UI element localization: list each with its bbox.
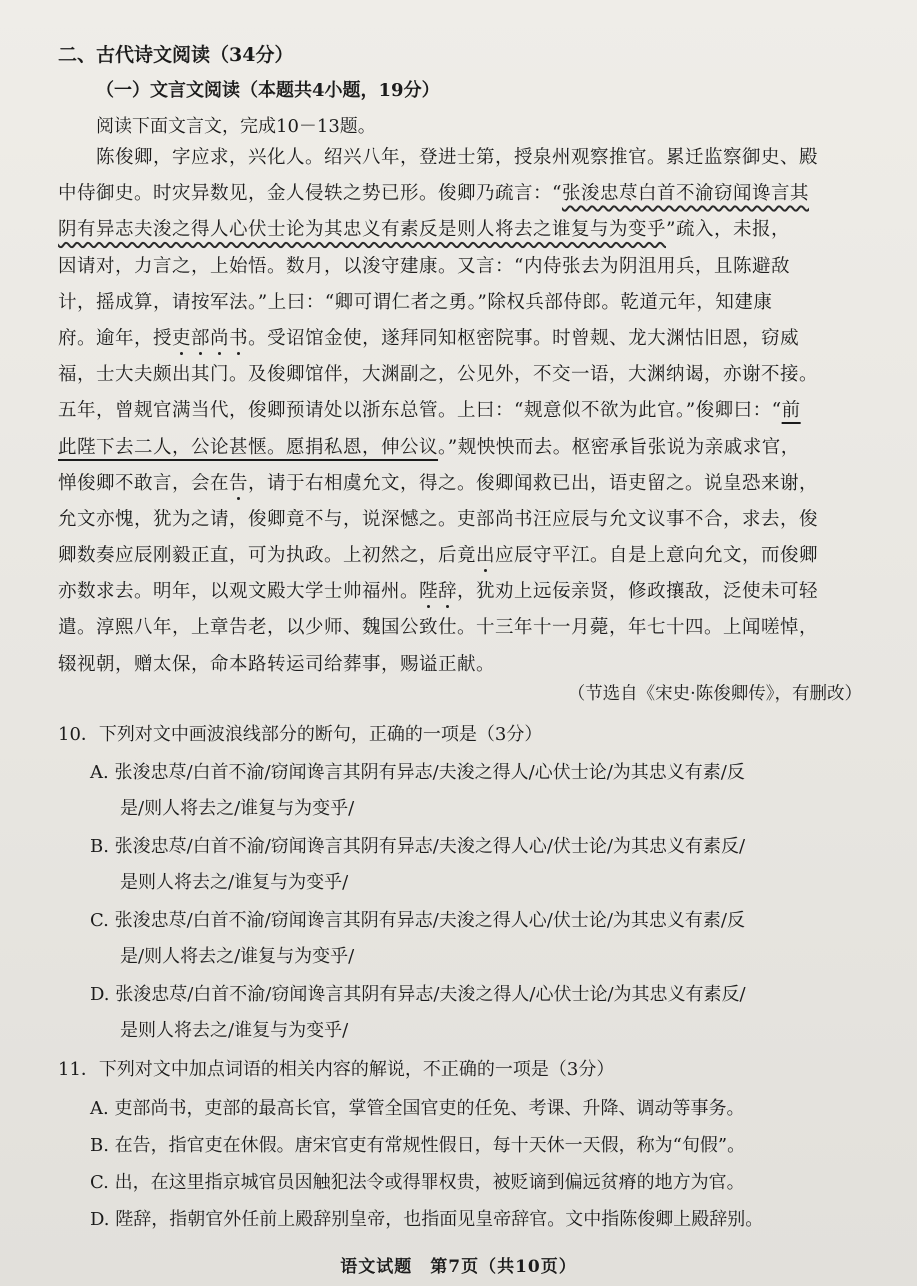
passage-line bbox=[58, 647, 858, 683]
instruction: 阅读下面文言文，完成10－13题。 bbox=[96, 116, 376, 137]
passage-text: 应辰守平江。自是上意向允文，而俊卿 bbox=[495, 545, 819, 567]
passage-text: 辍视朝，赠太保，命本路转运司给葬事，赐谥正献。 bbox=[58, 653, 496, 675]
passage-line bbox=[58, 176, 858, 212]
passage-text: ”疏入，未报， bbox=[666, 219, 790, 241]
dotted-term-libu-shangshu: 吏部尚书 bbox=[172, 327, 249, 349]
passage-text: 陈俊卿，字应求，兴化人。绍兴八年，登进士第，授泉州观察推官。累迁监察御史、殿 bbox=[96, 147, 819, 168]
passage-line bbox=[58, 285, 858, 321]
passage-text: 计，摇成算，请按军法。”上曰：“卿可谓仁者之勇。”除权兵部侍郎。乾道元年，知建康 bbox=[58, 291, 773, 313]
passage-line bbox=[58, 430, 858, 466]
passage-line bbox=[58, 466, 858, 502]
passage-text: ，请于右相虞允文，得之。俊卿闻救已出，语吏留之。说皇恐来谢， bbox=[248, 472, 819, 494]
passage-line bbox=[58, 357, 858, 393]
q10-option-d-line1[interactable]: D. 张浚忠荩/白首不渝/窃闻谗言其阴有异志/夫浚之得人/心伏士论/为其忠义有素反/ bbox=[90, 984, 746, 1005]
passage-text: 。”觌怏怏而去。枢密承旨张说为亲戚求官， bbox=[438, 436, 800, 458]
passage-line bbox=[58, 538, 858, 574]
straight-underline-text: 前 bbox=[781, 400, 801, 422]
passage-line bbox=[58, 321, 858, 357]
bleed-through-shadow bbox=[600, 30, 880, 90]
q10-option-d-line2: 是则人将去之/谁复与为变乎/ bbox=[120, 1020, 349, 1041]
dotted-term-gao: 告 bbox=[229, 472, 249, 494]
passage-text: 遣。淳熙八年，上章告老，以少师、魏国公致仕。十三年十一月薨，年七十四。上闻嗟悼， bbox=[58, 617, 819, 639]
page-footer: 语文试题 第7页（共10页） bbox=[340, 1257, 577, 1277]
passage-source: （节选自《宋史·陈俊卿传》，有删改） bbox=[567, 684, 862, 704]
wavy-underline-text: 阴有异志夫浚之得人心伏士论为其忠义有素反是则人将去之谁复与为变乎 bbox=[58, 219, 667, 241]
dotted-term-chu: 出 bbox=[476, 545, 496, 567]
passage-text: 府。逾年，授 bbox=[58, 327, 173, 349]
q10-option-b-line2: 是则人将去之/谁复与为变乎/ bbox=[120, 872, 349, 893]
q10-option-a-line1[interactable]: A. 张浚忠荩/白首不渝/窃闻谗言其阴有异志/夫浚之得人/心伏士论/为其忠义有素/反 bbox=[90, 762, 745, 783]
q11-option-b[interactable]: B. 在告，指官吏在休假。唐宋官吏有常规性假日，每十天休一天假，称为“旬假”。 bbox=[90, 1135, 746, 1156]
section-title: 二、古代诗文阅读（34分） bbox=[58, 44, 294, 66]
passage-text: 亦数求去。明年，以观文殿大学士帅福州。 bbox=[58, 581, 420, 603]
passage-text: 因请对，力言之，上始悟。数月，以浚守建康。又言：“内侍张去为阴沮用兵，且陈避敌 bbox=[58, 255, 790, 277]
passage-line bbox=[58, 140, 858, 176]
passage-line bbox=[58, 574, 858, 610]
q11-option-c[interactable]: C. 出，在这里指京城官员因触犯法令或得罪权贵，被贬谪到偏远贫瘠的地方为官。 bbox=[90, 1172, 745, 1193]
dotted-term-bici: 陛辞 bbox=[419, 581, 458, 603]
straight-underline-text: 此陛下去二人，公论甚惬。愿捐私恩，伸公议 bbox=[58, 436, 439, 458]
passage-text: 惮俊卿不敢言，会在 bbox=[58, 472, 230, 494]
q11-option-a[interactable]: A. 吏部尚书，吏部的最高长官，掌管全国官吏的任免、考课、升降、调动等事务。 bbox=[90, 1098, 745, 1119]
passage-line bbox=[58, 249, 858, 285]
question-10-stem: 10．下列对文中画波浪线部分的断句，正确的一项是（3分） bbox=[58, 724, 543, 745]
passage-line bbox=[58, 212, 858, 248]
passage-text: 五年，曾觌官满当代，俊卿预请处以浙东总管。上曰：“觌意似不欲为此官。”俊卿曰：“ bbox=[58, 400, 782, 422]
question-11-stem: 11．下列对文中加点词语的相关内容的解说，不正确的一项是（3分） bbox=[58, 1059, 615, 1080]
passage-text: ，犹劝上远佞亲贤，修政攘敌，泛使未可轻 bbox=[457, 581, 819, 603]
passage-text: 。受诏馆金使，遂拜同知枢密院事。时曾觌、龙大渊怙旧恩，窃威 bbox=[248, 327, 800, 349]
q10-option-c-line2: 是/则人将去之/谁复与为变乎/ bbox=[120, 946, 355, 967]
passage-text: 福，士大夫颇出其门。及俊卿馆伴，大渊副之，公见外，不交一语，大渊纳谒，亦谢不接。 bbox=[58, 364, 819, 386]
wavy-underline-text: 张浚忠荩白首不渝窃闻谗言其 bbox=[561, 183, 809, 205]
q10-option-b-line1[interactable]: B. 张浚忠荩/白首不渝/窃闻谗言其阴有异志/夫浚之得人心/伏士论/为其忠义有素反/ bbox=[90, 836, 746, 857]
passage-text: 卿数奏应辰刚毅正直，可为执政。上初然之，后竟 bbox=[58, 545, 477, 567]
passage-line bbox=[58, 610, 858, 646]
passage-line bbox=[58, 502, 858, 538]
q10-option-c-line1[interactable]: C. 张浚忠荩/白首不渝/窃闻谗言其阴有异志/夫浚之得人心/伏士论/为其忠义有素/反 bbox=[90, 910, 745, 931]
classical-passage bbox=[58, 140, 858, 683]
passage-text: 允文亦愧，犹为之请，俊卿竟不与，说深憾之。吏部尚书汪应辰与允文议事不合，求去，俊 bbox=[58, 508, 819, 530]
passage-line bbox=[58, 393, 858, 429]
q11-option-d[interactable]: D. 陛辞，指朝官外任前上殿辞别皇帝，也指面见皇帝辞官。文中指陈俊卿上殿辞别。 bbox=[90, 1209, 764, 1230]
q10-option-a-line2: 是/则人将去之/谁复与为变乎/ bbox=[120, 798, 355, 819]
passage-text: 中侍御史。时灾异数见，金人侵轶之势已形。俊卿乃疏言：“ bbox=[58, 183, 562, 205]
sub-title: （一）文言文阅读（本题共4小题，19分） bbox=[96, 80, 440, 101]
